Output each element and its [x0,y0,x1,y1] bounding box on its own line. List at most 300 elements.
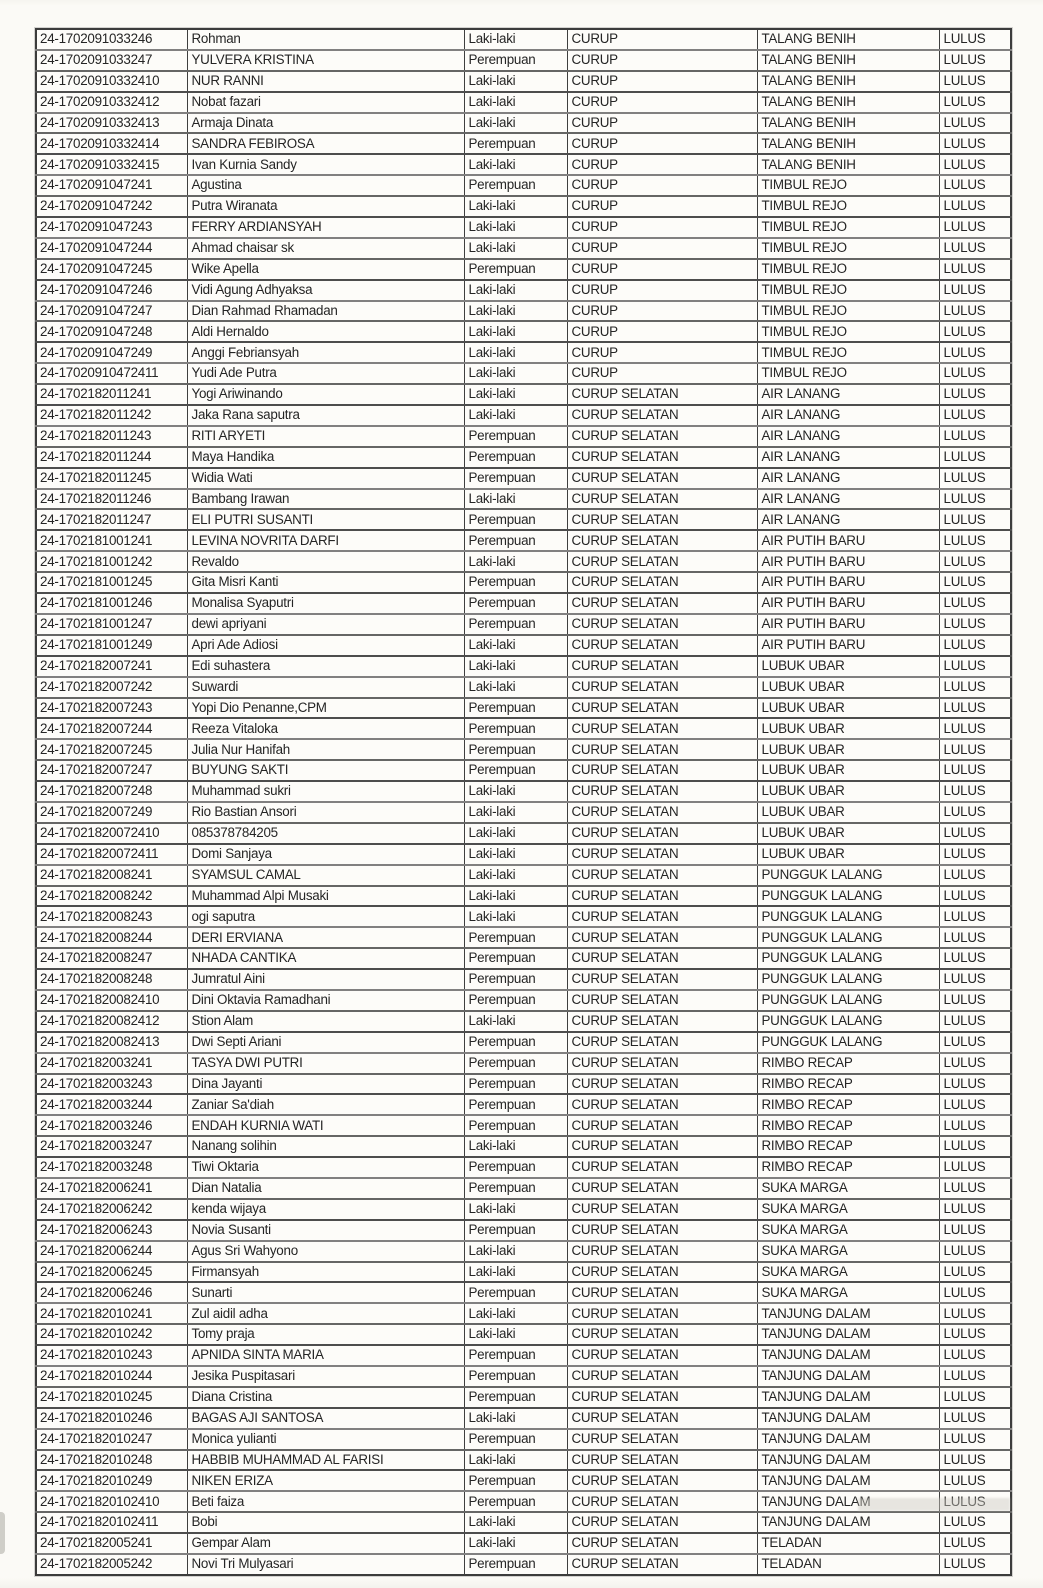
table-row [36,1074,1011,1095]
cell-name: Gempar Alam [187,1533,464,1554]
cell-district: CURUP SELATAN [567,1324,757,1345]
cell-status: LULUS [939,384,1011,405]
cell-name: BAGAS AJI SANTOSA [187,1408,464,1429]
cell-participant-id: 24-1702182006241 [36,1178,187,1199]
cell-gender: Perempuan [464,990,567,1011]
cell-status: LULUS [939,1178,1011,1199]
cell-status: LULUS [939,948,1011,969]
cell-village: PUNGGUK LALANG [757,1011,939,1032]
cell-status: LULUS [939,489,1011,510]
cell-status: LULUS [939,927,1011,948]
cell-name: Yudi Ade Putra [187,363,464,384]
cell-participant-id: 24-1702182011245 [36,468,187,489]
cell-participant-id: 24-1702091033247 [36,50,187,71]
cell-district: CURUP SELATAN [567,635,757,656]
cell-participant-id: 24-1702181001249 [36,635,187,656]
cell-participant-id: 24-1702181001245 [36,572,187,593]
cell-district: CURUP SELATAN [567,1366,757,1387]
cell-name: Putra Wiranata [187,196,464,217]
cell-village: LUBUK UBAR [757,739,939,760]
cell-name: Muhammad sukri [187,781,464,802]
cell-name: Dwi Septi Ariani [187,1032,464,1053]
cell-district: CURUP SELATAN [567,802,757,823]
cell-name: Suwardi [187,677,464,698]
cell-village: RIMBO RECAP [757,1074,939,1095]
cell-status: LULUS [939,1470,1011,1491]
cell-name: RITI ARYETI [187,426,464,447]
cell-village: AIR LANANG [757,384,939,405]
cell-gender: Laki-laki [464,384,567,405]
cell-status: LULUS [939,1136,1011,1157]
cell-gender: Perempuan [464,1366,567,1387]
cell-participant-id: 24-17020910332414 [36,133,187,154]
cell-gender: Perempuan [464,426,567,447]
cell-gender: Laki-laki [464,238,567,259]
cell-participant-id: 24-1702182008241 [36,865,187,886]
cell-village: TIMBUL REJO [757,301,939,322]
table-row [36,1115,1011,1136]
cell-gender: Laki-laki [464,656,567,677]
cell-status: LULUS [939,572,1011,593]
cell-gender: Perempuan [464,447,567,468]
table-row [36,802,1011,823]
cell-gender: Laki-laki [464,321,567,342]
table-row [36,572,1011,593]
cell-participant-id: 24-17021820102410 [36,1491,187,1512]
cell-gender: Perempuan [464,698,567,719]
cell-district: CURUP SELATAN [567,1074,757,1095]
cell-status: LULUS [939,530,1011,551]
cell-district: CURUP SELATAN [567,1199,757,1220]
table-row [36,175,1011,196]
cell-district: CURUP SELATAN [567,1032,757,1053]
cell-status: LULUS [939,321,1011,342]
cell-district: CURUP SELATAN [567,1094,757,1115]
cell-name: NUR RANNI [187,71,464,92]
cell-district: CURUP SELATAN [567,405,757,426]
cell-village: TANJUNG DALAM [757,1470,939,1491]
cell-name: YULVERA KRISTINA [187,50,464,71]
table-row [36,677,1011,698]
cell-participant-id: 24-1702182007247 [36,760,187,781]
cell-district: CURUP SELATAN [567,1282,757,1303]
cell-gender: Laki-laki [464,865,567,886]
cell-district: CURUP SELATAN [567,927,757,948]
cell-name: Dian Natalia [187,1178,464,1199]
cell-gender: Perempuan [464,1554,567,1575]
table-row [36,280,1011,301]
cell-village: PUNGGUK LALANG [757,886,939,907]
cell-participant-id: 24-1702182003246 [36,1115,187,1136]
cell-name: Rio Bastian Ansori [187,802,464,823]
cell-name: Widia Wati [187,468,464,489]
cell-gender: Laki-laki [464,1136,567,1157]
cell-village: TELADAN [757,1533,939,1554]
cell-status: LULUS [939,509,1011,530]
cell-gender: Perempuan [464,1282,567,1303]
cell-district: CURUP SELATAN [567,614,757,635]
cell-name: Yogi Ariwinando [187,384,464,405]
cell-district: CURUP [567,363,757,384]
cell-village: LUBUK UBAR [757,760,939,781]
cell-gender: Laki-laki [464,1324,567,1345]
cell-name: Rohman [187,29,464,50]
cell-district: CURUP [567,238,757,259]
cell-district: CURUP SELATAN [567,489,757,510]
table-row [36,1429,1011,1450]
cell-gender: Laki-laki [464,363,567,384]
cell-status: LULUS [939,175,1011,196]
cell-district: CURUP [567,280,757,301]
cell-participant-id: 24-17021820082412 [36,1011,187,1032]
cell-name: Novia Susanti [187,1220,464,1241]
table-row [36,1178,1011,1199]
cell-gender: Laki-laki [464,280,567,301]
cell-participant-id: 24-1702181001242 [36,551,187,572]
cell-district: CURUP SELATAN [567,1178,757,1199]
cell-village: AIR LANANG [757,405,939,426]
table-row [36,593,1011,614]
cell-gender: Perempuan [464,1491,567,1512]
cell-district: CURUP SELATAN [567,1408,757,1429]
table-row [36,447,1011,468]
cell-village: AIR PUTIH BARU [757,572,939,593]
table-row [36,1512,1011,1533]
cell-district: CURUP SELATAN [567,760,757,781]
cell-participant-id: 24-1702091047247 [36,301,187,322]
cell-name: ENDAH KURNIA WATI [187,1115,464,1136]
cell-name: DERI ERVIANA [187,927,464,948]
table-row [36,71,1011,92]
cell-participant-id: 24-1702182011244 [36,447,187,468]
cell-village: TALANG BENIH [757,154,939,175]
cell-district: CURUP SELATAN [567,677,757,698]
scan-smudge-artifact [0,1512,5,1554]
cell-gender: Laki-laki [464,906,567,927]
cell-gender: Laki-laki [464,886,567,907]
cell-name: Bambang Irawan [187,489,464,510]
cell-participant-id: 24-1702091033246 [36,29,187,50]
cell-village: SUKA MARGA [757,1241,939,1262]
cell-village: PUNGGUK LALANG [757,948,939,969]
cell-status: LULUS [939,781,1011,802]
table-row [36,927,1011,948]
cell-name: Sunarti [187,1282,464,1303]
cell-participant-id: 24-1702182003244 [36,1094,187,1115]
cell-district: CURUP SELATAN [567,1429,757,1450]
cell-status: LULUS [939,635,1011,656]
cell-village: LUBUK UBAR [757,698,939,719]
cell-village: TIMBUL REJO [757,175,939,196]
cell-village: TIMBUL REJO [757,342,939,363]
table-row [36,781,1011,802]
cell-participant-id: 24-17021820082410 [36,990,187,1011]
table-row [36,509,1011,530]
cell-participant-id: 24-1702182007244 [36,718,187,739]
cell-gender: Laki-laki [464,301,567,322]
cell-participant-id: 24-1702091047241 [36,175,187,196]
cell-participant-id: 24-1702091047244 [36,238,187,259]
cell-name: Monalisa Syaputri [187,593,464,614]
cell-status: LULUS [939,1345,1011,1366]
cell-village: RIMBO RECAP [757,1094,939,1115]
cell-district: CURUP [567,217,757,238]
cell-participant-id: 24-1702182007245 [36,739,187,760]
table-row [36,92,1011,113]
cell-status: LULUS [939,259,1011,280]
cell-gender: Laki-laki [464,1512,567,1533]
cell-name: Anggi Febriansyah [187,342,464,363]
cell-status: LULUS [939,1387,1011,1408]
table-row [36,969,1011,990]
cell-name: Domi Sanjaya [187,844,464,865]
cell-village: TALANG BENIH [757,133,939,154]
cell-village: PUNGGUK LALANG [757,906,939,927]
cell-name: Zaniar Sa'diah [187,1094,464,1115]
table-row [36,238,1011,259]
cell-gender: Laki-laki [464,1011,567,1032]
cell-village: TALANG BENIH [757,50,939,71]
cell-name: Ahmad chaisar sk [187,238,464,259]
table-row [36,1220,1011,1241]
cell-gender: Laki-laki [464,1199,567,1220]
cell-participant-id: 24-1702182003243 [36,1074,187,1095]
table-row [36,1053,1011,1074]
table-row [36,321,1011,342]
cell-participant-id: 24-1702182011246 [36,489,187,510]
table-row [36,1387,1011,1408]
cell-name: Dini Oktavia Ramadhani [187,990,464,1011]
table-row [36,1032,1011,1053]
cell-name: Jumratul Aini [187,969,464,990]
cell-district: CURUP SELATAN [567,1345,757,1366]
cell-status: LULUS [939,1408,1011,1429]
cell-gender: Perempuan [464,1094,567,1115]
cell-name: Maya Handika [187,447,464,468]
table-row [36,426,1011,447]
cell-participant-id: 24-1702181001241 [36,530,187,551]
table-row [36,1303,1011,1324]
cell-status: LULUS [939,1303,1011,1324]
cell-district: CURUP SELATAN [567,823,757,844]
cell-gender: Perempuan [464,1429,567,1450]
cell-participant-id: 24-1702182006246 [36,1282,187,1303]
table-row [36,1366,1011,1387]
cell-district: CURUP SELATAN [567,739,757,760]
cell-participant-id: 24-17021820082413 [36,1032,187,1053]
table-row [36,1136,1011,1157]
cell-name: Diana Cristina [187,1387,464,1408]
cell-gender: Perempuan [464,530,567,551]
cell-participant-id: 24-1702182011247 [36,509,187,530]
table-row [36,739,1011,760]
cell-village: TELADAN [757,1554,939,1575]
cell-village: TANJUNG DALAM [757,1366,939,1387]
cell-gender: Perempuan [464,948,567,969]
cell-village: TANJUNG DALAM [757,1408,939,1429]
cell-status: LULUS [939,1450,1011,1471]
cell-district: CURUP SELATAN [567,1303,757,1324]
cell-gender: Perempuan [464,614,567,635]
cell-district: CURUP SELATAN [567,426,757,447]
cell-participant-id: 24-1702182011243 [36,426,187,447]
cell-participant-id: 24-17020910332410 [36,71,187,92]
cell-status: LULUS [939,238,1011,259]
cell-participant-id: 24-1702182007248 [36,781,187,802]
cell-village: AIR PUTIH BARU [757,614,939,635]
table-row [36,154,1011,175]
cell-status: LULUS [939,698,1011,719]
table-row [36,113,1011,134]
cell-village: RIMBO RECAP [757,1136,939,1157]
cell-participant-id: 24-1702182010245 [36,1387,187,1408]
table-row [36,29,1011,50]
cell-name: Beti faiza [187,1491,464,1512]
cell-district: CURUP SELATAN [567,551,757,572]
cell-status: LULUS [939,656,1011,677]
cell-status: LULUS [939,760,1011,781]
cell-name: FERRY ARDIANSYAH [187,217,464,238]
cell-gender: Laki-laki [464,635,567,656]
cell-village: LUBUK UBAR [757,781,939,802]
cell-village: PUNGGUK LALANG [757,1032,939,1053]
cell-district: CURUP SELATAN [567,572,757,593]
cell-village: PUNGGUK LALANG [757,927,939,948]
table-row [36,844,1011,865]
cell-status: LULUS [939,1053,1011,1074]
cell-participant-id: 24-1702182007249 [36,802,187,823]
cell-name: Edi suhastera [187,656,464,677]
cell-gender: Laki-laki [464,196,567,217]
cell-gender: Perempuan [464,969,567,990]
cell-district: CURUP [567,113,757,134]
table-row [36,886,1011,907]
cell-participant-id: 24-1702091047246 [36,280,187,301]
cell-gender: Laki-laki [464,71,567,92]
table-row [36,405,1011,426]
cell-village: SUKA MARGA [757,1220,939,1241]
cell-district: CURUP SELATAN [567,468,757,489]
cell-name: Agus Sri Wahyono [187,1241,464,1262]
cell-gender: Perempuan [464,593,567,614]
table-row [36,1345,1011,1366]
cell-village: RIMBO RECAP [757,1053,939,1074]
cell-gender: Laki-laki [464,92,567,113]
cell-participant-id: 24-1702182003248 [36,1157,187,1178]
cell-village: LUBUK UBAR [757,677,939,698]
cell-gender: Perempuan [464,718,567,739]
cell-name: Zul aidil adha [187,1303,464,1324]
table-row [36,1157,1011,1178]
table-row [36,614,1011,635]
cell-district: CURUP [567,196,757,217]
cell-name: Jaka Rana saputra [187,405,464,426]
cell-status: LULUS [939,363,1011,384]
cell-status: LULUS [939,551,1011,572]
cell-participant-id: 24-1702091047249 [36,342,187,363]
cell-name: dewi apriyani [187,614,464,635]
cell-gender: Perempuan [464,50,567,71]
cell-status: LULUS [939,614,1011,635]
cell-status: LULUS [939,1157,1011,1178]
cell-status: LULUS [939,1074,1011,1095]
cell-participant-id: 24-1702182010249 [36,1470,187,1491]
cell-village: SUKA MARGA [757,1262,939,1283]
cell-name: SYAMSUL CAMAL [187,865,464,886]
cell-name: Wike Apella [187,259,464,280]
cell-participant-id: 24-1702182008244 [36,927,187,948]
table-row [36,489,1011,510]
cell-gender: Perempuan [464,259,567,280]
cell-name: Firmansyah [187,1262,464,1283]
cell-status: LULUS [939,1032,1011,1053]
cell-status: LULUS [939,71,1011,92]
cell-village: RIMBO RECAP [757,1115,939,1136]
cell-gender: Perempuan [464,1074,567,1095]
cell-status: LULUS [939,677,1011,698]
cell-district: CURUP SELATAN [567,1220,757,1241]
cell-gender: Perempuan [464,927,567,948]
cell-status: LULUS [939,92,1011,113]
cell-participant-id: 24-1702182008243 [36,906,187,927]
cell-status: LULUS [939,1262,1011,1283]
cell-name: Ivan Kurnia Sandy [187,154,464,175]
cell-gender: Laki-laki [464,823,567,844]
cell-district: CURUP SELATAN [567,1262,757,1283]
cell-name: Tiwi Oktaria [187,1157,464,1178]
cell-participant-id: 24-1702182010242 [36,1324,187,1345]
cell-village: TANJUNG DALAM [757,1512,939,1533]
cell-village: SUKA MARGA [757,1199,939,1220]
table-row [36,1199,1011,1220]
cell-participant-id: 24-1702181001247 [36,614,187,635]
cell-gender: Laki-laki [464,217,567,238]
cell-participant-id: 24-17020910332413 [36,113,187,134]
cell-district: CURUP [567,301,757,322]
cell-status: LULUS [939,1199,1011,1220]
cell-gender: Laki-laki [464,489,567,510]
cell-gender: Perempuan [464,468,567,489]
cell-district: CURUP SELATAN [567,384,757,405]
results-table-body [36,29,1011,1575]
cell-district: CURUP [567,259,757,280]
cell-participant-id: 24-17021820072411 [36,844,187,865]
cell-village: AIR LANANG [757,468,939,489]
table-row [36,1262,1011,1283]
table-row [36,1011,1011,1032]
cell-gender: Perempuan [464,1115,567,1136]
cell-village: TALANG BENIH [757,29,939,50]
cell-village: TIMBUL REJO [757,321,939,342]
cell-district: CURUP SELATAN [567,886,757,907]
cell-status: LULUS [939,906,1011,927]
cell-village: TANJUNG DALAM [757,1387,939,1408]
cell-village: LUBUK UBAR [757,718,939,739]
cell-name: ogi saputra [187,906,464,927]
cell-gender: Perempuan [464,1470,567,1491]
cell-village: TIMBUL REJO [757,196,939,217]
cell-participant-id: 24-1702091047242 [36,196,187,217]
cell-participant-id: 24-1702182007242 [36,677,187,698]
cell-name: Tomy praja [187,1324,464,1345]
cell-name: Armaja Dinata [187,113,464,134]
table-row [36,50,1011,71]
cell-gender: Perempuan [464,1345,567,1366]
cell-participant-id: 24-17020910472411 [36,363,187,384]
cell-status: LULUS [939,113,1011,134]
cell-village: LUBUK UBAR [757,656,939,677]
cell-status: LULUS [939,990,1011,1011]
